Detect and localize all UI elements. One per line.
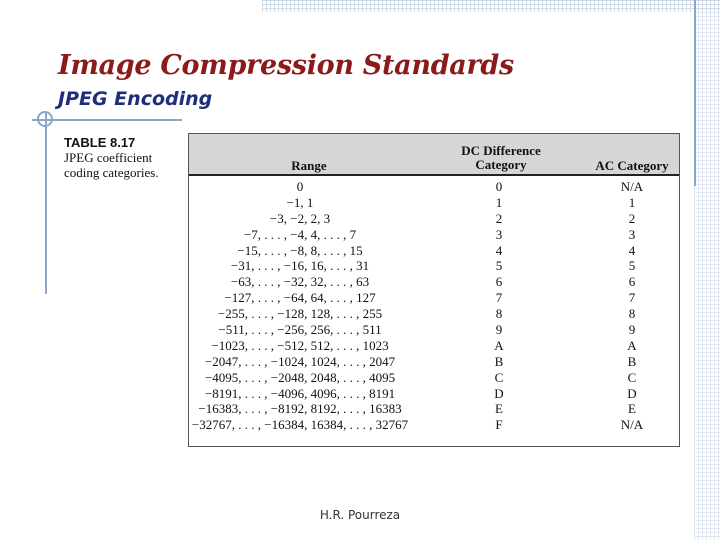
dc-category-cell: B [494, 353, 504, 369]
ac-category-cell: 5 [628, 258, 636, 274]
range-cell: −3, −2, 2, 3 [269, 210, 331, 226]
slide-subtitle: JPEG Encoding [58, 88, 213, 110]
range-cell: −1, 1 [286, 194, 314, 210]
table-row [189, 306, 679, 322]
ac-category-cell: C [627, 369, 637, 385]
range-cell: 0 [296, 179, 304, 194]
range-cell: −4095, . . . , −2048, 2048, . . . , 4095 [204, 369, 396, 385]
decorative-line-left [45, 112, 47, 294]
ac-category-cell: 2 [628, 210, 636, 226]
dc-category-cell: 4 [495, 242, 503, 258]
range-cell: −8191, . . . , −4096, 4096, . . . , 8191 [204, 385, 396, 401]
dc-category-cell: 9 [495, 322, 503, 338]
dc-category-cell: 0 [495, 179, 503, 194]
table-row [189, 370, 679, 386]
range-cell: −63, . . . , −32, 32, . . . , 63 [230, 274, 370, 290]
dc-category-cell: 8 [495, 306, 503, 322]
dc-category-cell: 6 [495, 274, 503, 290]
table-row [189, 195, 679, 211]
ac-category-cell: A [627, 337, 637, 353]
ac-category-cell: 4 [628, 242, 636, 258]
dc-category-cell: E [495, 401, 503, 417]
table-row [189, 401, 679, 417]
ac-category-cell: 7 [628, 290, 636, 306]
range-cell: −1023, . . . , −512, 512, . . . , 1023 [211, 337, 389, 353]
range-cell: −16383, . . . , −8192, 8192, . . . , 16383 [198, 401, 402, 417]
table-caption [64, 135, 184, 180]
table-row [189, 258, 679, 274]
ac-category-cell: B [627, 353, 637, 369]
dc-category-cell: C [494, 369, 504, 385]
dc-category-cell: 7 [495, 290, 503, 306]
range-cell: −32767, . . . , −16384, 16384, . . . , 32767 [191, 417, 409, 433]
ac-category-cell: 3 [628, 226, 636, 242]
ac-category-cell: 8 [628, 306, 636, 322]
slide-title: Image Compression Standards [58, 50, 514, 81]
table-row [189, 243, 679, 259]
table-header [189, 134, 679, 176]
table-row [189, 417, 679, 433]
dc-category-cell: 5 [495, 258, 503, 274]
decorative-line-right [694, 0, 696, 186]
range-cell: −511, . . . , −256, 256, . . . , 511 [218, 322, 382, 338]
crosshair-icon [37, 111, 53, 127]
table-row [189, 179, 679, 195]
decorative-grid-right [694, 12, 720, 540]
dc-category-cell: 1 [495, 194, 503, 210]
ac-category-cell: E [628, 401, 636, 417]
table-row [189, 227, 679, 243]
dc-category-cell: D [494, 385, 504, 401]
range-cell: −255, . . . , −128, 128, . . . , 255 [217, 306, 383, 322]
range-cell: −7, . . . , −4, 4, . . . , 7 [243, 226, 357, 242]
decorative-line-horizontal [32, 119, 182, 121]
table-row [189, 274, 679, 290]
table-row [189, 338, 679, 354]
table-caption-text: JPEG coefficient coding categories. [64, 150, 159, 180]
range-cell: −15, . . . , −8, 8, . . . , 15 [237, 242, 363, 258]
range-cell: −31, . . . , −16, 16, . . . , 31 [230, 258, 370, 274]
ac-category-cell: 6 [628, 274, 636, 290]
range-cell: −127, . . . , −64, 64, . . . , 127 [224, 290, 376, 306]
header-dc-line1: DC Difference [461, 143, 541, 158]
dc-category-cell: 3 [495, 226, 503, 242]
ac-category-cell: 9 [628, 322, 636, 338]
slide-footer: H.R. Pourreza [319, 508, 401, 522]
table-row [189, 354, 679, 370]
range-cell: −2047, . . . , −1024, 1024, . . . , 2047 [204, 353, 396, 369]
table-row [189, 211, 679, 227]
ac-category-cell: N/A [620, 417, 644, 433]
table-row [189, 386, 679, 402]
header-dc-line2: Category [475, 157, 527, 172]
header-range: Range [291, 158, 327, 173]
dc-category-cell: F [495, 417, 503, 433]
ac-category-cell: 1 [628, 194, 636, 210]
header-dc-category [441, 144, 561, 172]
table-row [189, 290, 679, 306]
decorative-grid-top [262, 0, 720, 12]
header-ac-category: AC Category [595, 158, 669, 173]
ac-category-cell: N/A [620, 179, 644, 194]
dc-category-cell: 2 [495, 210, 503, 226]
dc-category-cell: A [494, 337, 504, 353]
coding-categories-table [188, 133, 680, 447]
table-body [189, 179, 679, 433]
table-caption-label: TABLE 8.17 [64, 135, 136, 150]
ac-category-cell: D [627, 385, 637, 401]
table-row [189, 322, 679, 338]
